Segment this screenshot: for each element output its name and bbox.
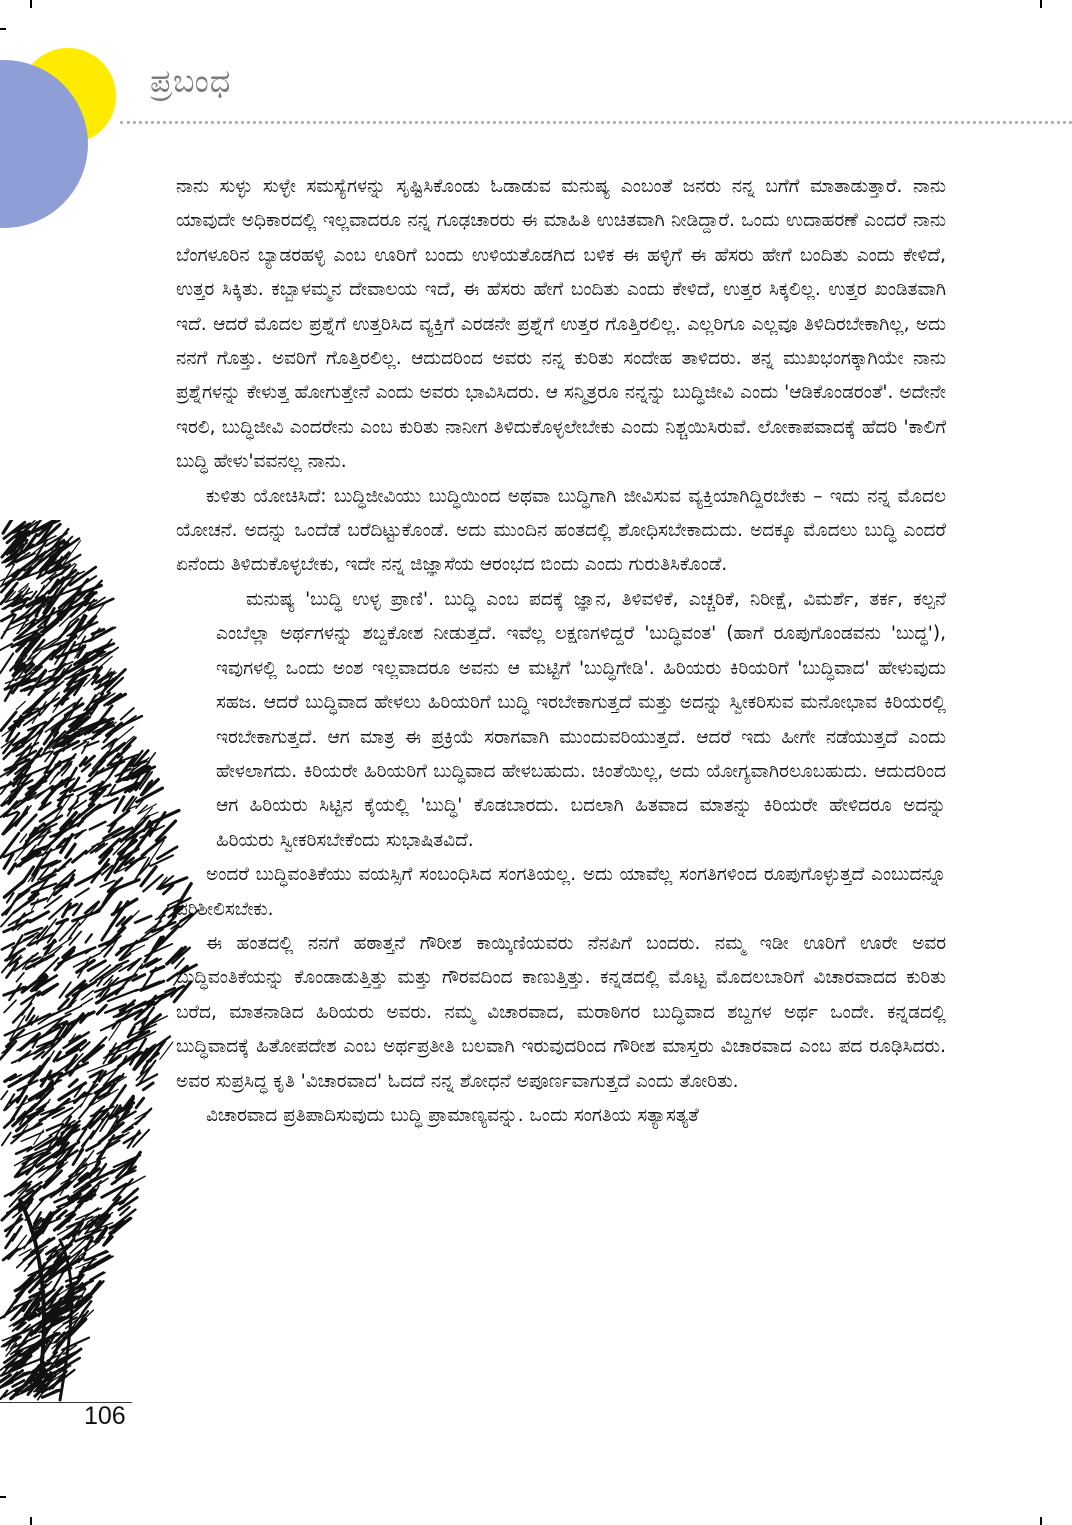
crop-mark-top-right bbox=[1040, 0, 1042, 8]
paragraph: ಮನುಷ್ಯ 'ಬುದ್ಧಿ ಉಳ್ಳ ಪ್ರಾಣಿ'. ಬುದ್ಧಿ ಎಂಬ ಪದಕ್ಕೆ ಜ್ಞಾನ, ತಿಳಿವಳಿಕೆ, ಎಚ್ಚರಿಕೆ, ನಿರೀಕ್ಷೆ, ವಿಮರ್ಶೆ, ತರ್ಕ, ಕಲ್ಪನೆ ಎಂಬೆಲ್ಲಾ ಅರ್ಥಗಳನ್ನು ಶಬ್ದಕೋಶ ನೀಡುತ್ತದೆ. ಇವೆಲ್ಲ ಲಕ್ಷಣಗಳಿದ್ದರೆ 'ಬುದ್ಧಿವಂತ' (ಹಾಗೆ ರೂಪುಗೊಂಡವನು 'ಬುದ್ಧ'), ಇವುಗಳಲ್ಲಿ ಒಂದು ಅಂಶ ಇಲ್ಲವಾದರೂ ಅವನು ಆ ಮಟ್ಟಿಗೆ 'ಬುದ್ಧಿಗೇಡಿ'. ಹಿರಿಯರು ಕಿರಿಯರಿಗೆ 'ಬುದ್ಧಿವಾದ' ಹೇಳುವುದು ಸಹಜ. ಆದರೆ ಬುದ್ಧಿವಾದ ಹೇಳಲು ಹಿರಿಯರಿಗೆ ಬುದ್ಧಿ ಇರಬೇಕಾಗುತ್ತದೆ ಮತ್ತು ಅದನ್ನು ಸ್ವೀಕರಿಸುವ ಮನೋಭಾವ ಕಿರಿಯರಲ್ಲಿ ಇರಬೇಕಾಗುತ್ತದೆ. ಆಗ ಮಾತ್ರ ಈ ಪ್ರಕ್ರಿಯೆ ಸರಾಗವಾಗಿ ಮುಂದುವರಿಯುತ್ತದೆ. ಆದರೆ ಇದು ಹೀಗೇ ನಡೆಯುತ್ತದೆ ಎಂದು ಹೇಳಲಾಗದು. ಕಿರಿಯರೇ ಹಿರಿಯರಿಗೆ ಬುದ್ಧಿವಾದ ಹೇಳಬಹುದು. ಚಿಂತೆಯಿಲ್ಲ, ಅದು ಯೋಗ್ಯವಾಗಿರಲೂಬಹುದು. ಆದುದರಿಂದ ಆಗ ಹಿರಿಯರು ಸಿಟ್ಟಿನ ಕೈಯಲ್ಲಿ 'ಬುದ್ಧಿ' ಕೊಡಬಾರದು. ಬದಲಾಗಿ ಹಿತವಾದ ಮಾತನ್ನು ಕಿರಿಯರೇ ಹೇಳಿದರೂ ಅದನ್ನು ಹಿರಿಯರು ಸ್ವೀಕರಿಸಬೇಕೆಂದು ಸುಭಾಷಿತವಿದೆ. bbox=[216, 588, 946, 851]
essay-body bbox=[176, 170, 946, 1133]
header-dotted-rule bbox=[120, 121, 1072, 124]
crop-mark-left-upper bbox=[0, 28, 6, 30]
page-number: 106 bbox=[84, 1402, 126, 1430]
bush-illustration bbox=[0, 520, 200, 1410]
paragraph: ಈ ಹಂತದಲ್ಲಿ ನನಗೆ ಹಠಾತ್ತನೆ ಗೌರೀಶ ಕಾಯ್ಕಿಣಿಯವರು ನೆನಪಿಗೆ ಬಂದರು. ನಮ್ಮ ಇಡೀ ಊರಿಗೆ ಊರೇ ಅವರ ಬುದ್ಧಿವಂತಿಕೆಯನ್ನು ಕೊಂಡಾಡುತ್ತಿತ್ತು ಮತ್ತು ಗೌರವದಿಂದ ಕಾಣುತ್ತಿತ್ತು. ಕನ್ನಡದಲ್ಲಿ ಮೊಟ್ಟ ಮೊದಲಬಾರಿಗೆ ವಿಚಾರವಾದದ ಕುರಿತು ಬರೆದ, ಮಾತನಾಡಿದ ಹಿರಿಯರು ಅವರು. ನಮ್ಮ ವಿಚಾರವಾದ, ಮರಾಠಿಗರ ಬುದ್ಧಿವಾದ ಶಬ್ದಗಳ ಅರ್ಥ ಒಂದೇ. ಕನ್ನಡದಲ್ಲಿ ಬುದ್ಧಿವಾದಕ್ಕೆ ಹಿತೋಪದೇಶ ಎಂಬ ಅರ್ಥಪ್ರತೀತಿ ಬಲವಾಗಿ ಇರುವುದರಿಂದ ಗೌರೀಶ ಮಾಸ್ತರು ವಿಚಾರವಾದ ಎಂಬ ಪದ ರೂಢಿಸಿದರು. ಅವರ ಸುಪ್ರಸಿದ್ಧ ಕೃತಿ 'ವಿಚಾರವಾದ' ಓದದೆ ನನ್ನ ಶೋಧನೆ ಅಪೂರ್ಣವಾಗುತ್ತದೆ ಎಂದು ತೋರಿತು. bbox=[176, 932, 946, 1092]
crop-mark-top-left bbox=[30, 0, 32, 8]
crop-mark-bottom-left bbox=[30, 1517, 32, 1525]
paragraph: ಅಂದರೆ ಬುದ್ಧಿವಂತಿಕೆಯು ವಯಸ್ಸಿಗೆ ಸಂಬಂಧಿಸಿದ ಸಂಗತಿಯಲ್ಲ. ಅದು ಯಾವೆಲ್ಲ ಸಂಗತಿಗಳಿಂದ ರೂಪುಗೊಳ್ಳುತ್ತದೆ ಎಂಬುದನ್ನೂ ಪರಿಶೀಲಿಸಬೇಕು. bbox=[176, 864, 946, 920]
paragraph: ವಿಚಾರವಾದ ಪ್ರತಿಪಾದಿಸುವುದು ಬುದ್ಧಿ ಪ್ರಾಮಾಣ್ಯವನ್ನು. ಒಂದು ಸಂಗತಿಯ ಸತ್ಯಾಸತ್ಯತೆ bbox=[206, 1104, 699, 1126]
crop-mark-left-lower bbox=[0, 1496, 6, 1498]
paragraph: ಕುಳಿತು ಯೋಚಿಸಿದೆ: ಬುದ್ಧಿಜೀವಿಯು ಬುದ್ಧಿಯಿಂದ ಅಥವಾ ಬುದ್ಧಿಗಾಗಿ ಜೀವಿಸುವ ವ್ಯಕ್ತಿಯಾಗಿದ್ದಿರಬೇಕು – ಇದು ನನ್ನ ಮೊದಲ ಯೋಚನೆ. ಅದನ್ನು ಒಂದೆಡೆ ಬರೆದಿಟ್ಟುಕೊಂಡೆ. ಅದು ಮುಂದಿನ ಹಂತದಲ್ಲಿ ಶೋಧಿಸಬೇಕಾದುದು. ಅದಕ್ಕೂ ಮೊದಲು ಬುದ್ಧಿ ಎಂದರೆ ಏನೆಂದು ತಿಳಿದುಕೊಳ್ಳಬೇಕು, ಇದೇ ನನ್ನ ಜಿಜ್ಞಾಸೆಯ ಆರಂಭದ ಬಿಂದು ಎಂದು ಗುರುತಿಸಿಕೊಂಡೆ. bbox=[176, 485, 946, 576]
section-title: ಪ್ರಬಂಧ bbox=[150, 62, 232, 100]
crop-mark-bottom-right bbox=[1040, 1517, 1042, 1525]
paragraph: ನಾನು ಸುಳ್ಳು ಸುಳ್ಳೇ ಸಮಸ್ಯೆಗಳನ್ನು ಸೃಷ್ಟಿಸಿಕೊಂಡು ಓಡಾಡುವ ಮನುಷ್ಯ ಎಂಬಂತೆ ಜನರು ನನ್ನ ಬಗೆಗೆ ಮಾತಾಡುತ್ತಾರೆ. ನಾನು ಯಾವುದೇ ಅಧಿಕಾರದಲ್ಲಿ ಇಲ್ಲವಾದರೂ ನನ್ನ ಗೂಢಚಾರರು ಈ ಮಾಹಿತಿ ಉಚಿತವಾಗಿ ನೀಡಿದ್ದಾರೆ. ಒಂದು ಉದಾಹರಣೆ ಎಂದರೆ ನಾನು ಬೆಂಗಳೂರಿನ ಬ್ಯಾಡರಹಳ್ಳಿ ಎಂಬ ಊರಿಗೆ ಬಂದು ಉಳಿಯತೊಡಗಿದ ಬಳಿಕ ಈ ಹಳ್ಳಿಗೆ ಈ ಹೆಸರು ಹೇಗೆ ಬಂದಿತು ಎಂದು ಕೇಳಿದೆ, ಉತ್ತರ ಸಿಕ್ಕಿತು. ಕಬ್ಬಾಳಮ್ಮನ ದೇವಾಲಯ ಇದೆ, ಈ ಹೆಸರು ಹೇಗೆ ಬಂದಿತು ಎಂದು ಕೇಳಿದೆ, ಉತ್ತರ ಸಿಕ್ಕಲಿಲ್ಲ. ಉತ್ತರ ಖಂಡಿತವಾಗಿ ಇದೆ. ಆದರೆ ಮೊದಲ ಪ್ರಶ್ನೆಗೆ ಉತ್ತರಿಸಿದ ವ್ಯಕ್ತಿಗೆ ಎರಡನೇ ಪ್ರಶ್ನೆಗೆ ಉತ್ತರ ಗೊತ್ತಿರಲಿಲ್ಲ. ಎಲ್ಲರಿಗೂ ಎಲ್ಲವೂ ತಿಳಿದಿರಬೇಕಾಗಿಲ್ಲ, ಅದು ನನಗೆ ಗೊತ್ತು. ಅವರಿಗೆ ಗೊತ್ತಿರಲಿಲ್ಲ. ಆದುದರಿಂದ ಅವರು ನನ್ನ ಕುರಿತು ಸಂದೇಹ ತಾಳಿದರು. ತನ್ನ ಮುಖಭಂಗಕ್ಕಾಗಿಯೇ ನಾನು ಪ್ರಶ್ನೆಗಳನ್ನು ಕೇಳುತ್ತ ಹೋಗುತ್ತೇನೆ ಎಂದು ಅವರು ಭಾವಿಸಿದರು. ಆ ಸನ್ಮಿತ್ರರೂ ನನ್ನನ್ನು ಬುದ್ಧಿಜೀವಿ ಎಂದು 'ಆಡಿಕೊಂಡರಂತೆ'. ಅದೇನೇ ಇರಲಿ, ಬುದ್ಧಿಜೀವಿ ಎಂದರೇನು ಎಂಬ ಕುರಿತು ನಾನೀಗ ತಿಳಿದುಕೊಳ್ಳಲೇಬೇಕು ಎಂದು ನಿಶ್ಚಯಿಸಿರುವೆ. ಲೋಕಾಪವಾದಕ್ಕೆ ಹೆದರಿ 'ಕಾಲಿಗೆ ಬುದ್ಧಿ ಹೇಳು'ವವನಲ್ಲ ನಾನು. bbox=[176, 176, 946, 473]
